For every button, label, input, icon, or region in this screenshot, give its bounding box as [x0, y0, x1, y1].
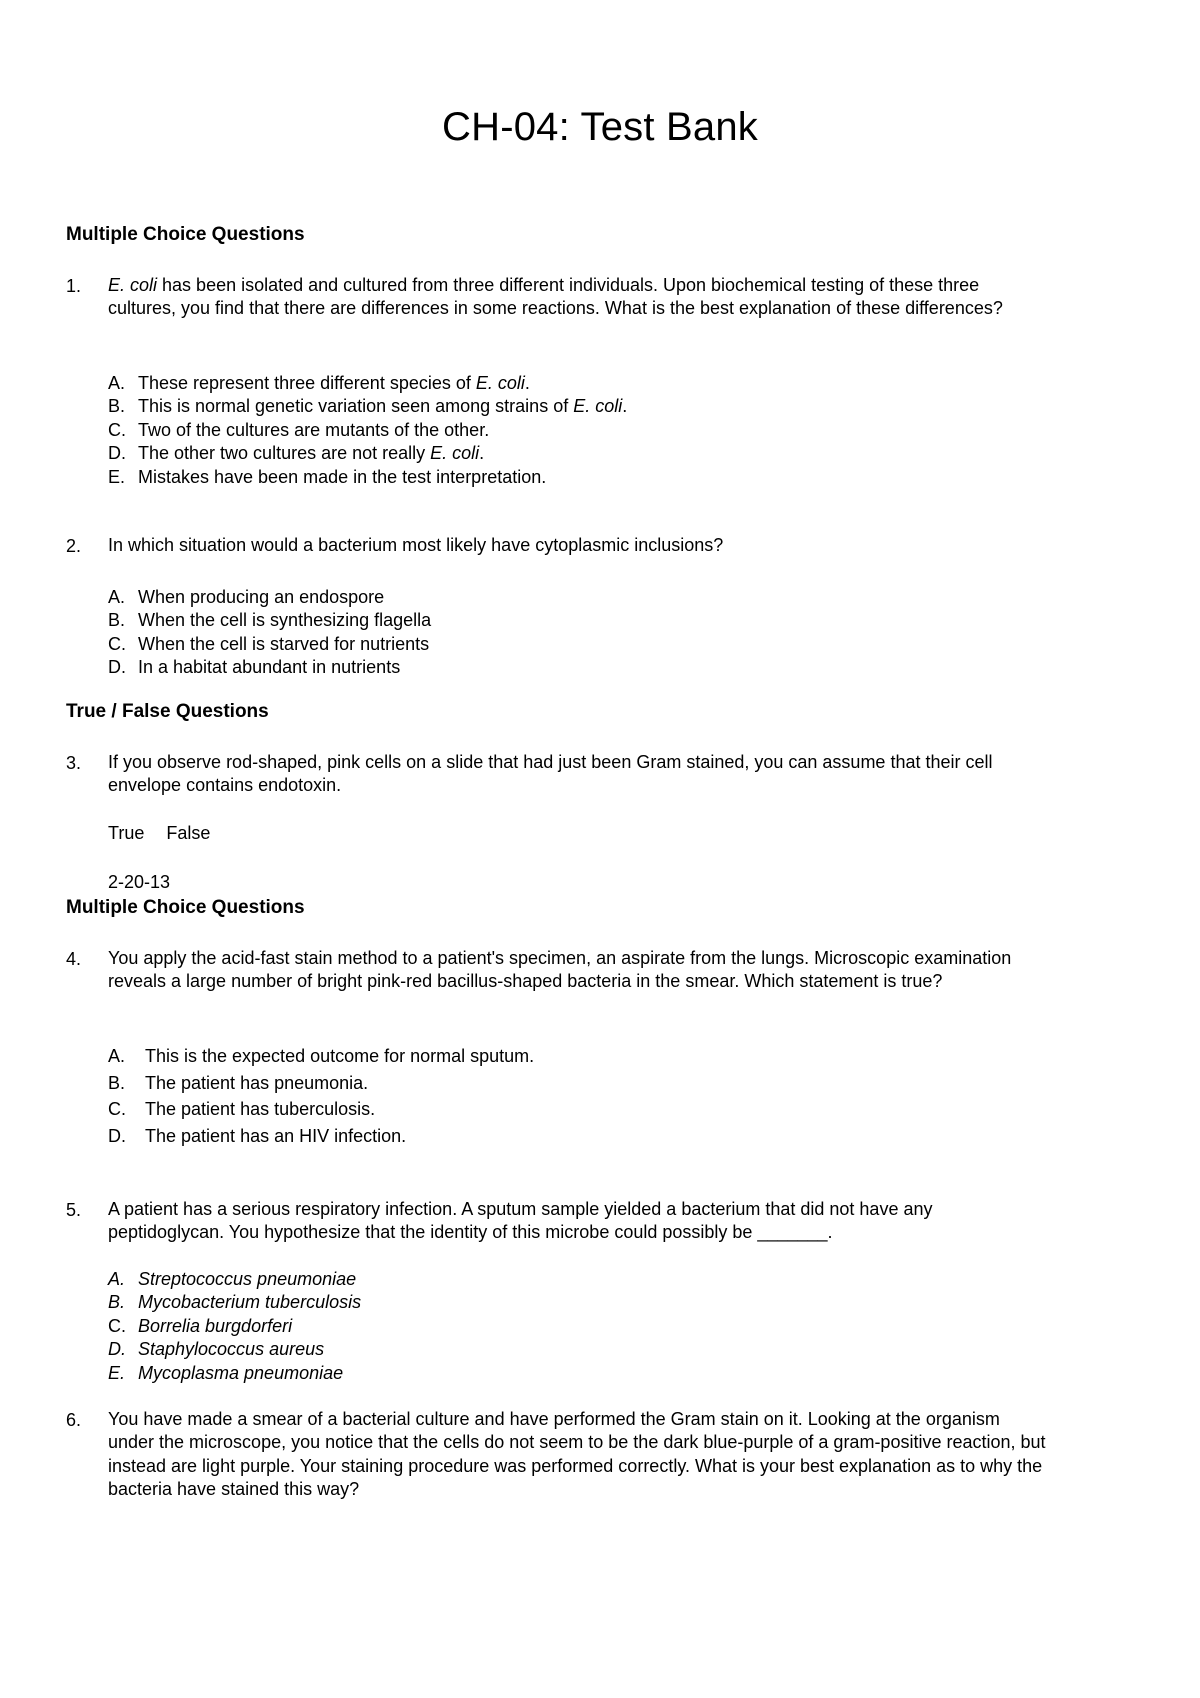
question-3-number: 3.	[66, 753, 82, 773]
option-letter: D.	[108, 1339, 126, 1360]
option-item	[108, 1315, 361, 1338]
option-letter: C.	[108, 1099, 126, 1119]
option-text: Streptococcus pneumoniae	[138, 1269, 357, 1289]
option-item	[108, 1338, 361, 1361]
option-item	[108, 1123, 534, 1150]
option-letter: B.	[108, 396, 126, 417]
question-4-number: 4.	[66, 949, 82, 969]
option-item	[108, 586, 431, 609]
option-item	[108, 1362, 361, 1385]
option-item	[108, 395, 627, 418]
option-letter: A.	[108, 587, 126, 607]
option-letter: D.	[108, 657, 126, 678]
question-2-number: 2.	[66, 536, 82, 556]
option-text: The patient has pneumonia.	[145, 1072, 369, 1093]
question-2-options	[108, 586, 431, 680]
true-option: True	[108, 823, 145, 843]
option-letter: B.	[108, 1292, 126, 1313]
option-letter: C.	[108, 633, 126, 654]
option-item	[108, 609, 431, 632]
option-text: Mycoplasma pneumoniae	[138, 1362, 344, 1383]
option-letter: B.	[108, 1072, 126, 1093]
question-6-number: 6.	[66, 1410, 82, 1430]
question-6-text: You have made a smear of a bacterial culture and have performed the Gram stain on it. Looking at the organism under the microscope, you notice that the cells do not seem to be the dark blue-purple of a gram-positive reaction, but instead are light purple. Your staining procedure was performed correctly. What is your best explanation as to why the bacteria have stained this way?	[108, 1409, 1046, 1500]
option-text: When the cell is starved for nutrients	[138, 633, 430, 654]
option-item	[108, 1070, 534, 1097]
option-text: Borrelia burgdorferi	[138, 1315, 293, 1336]
option-text: Two of the cultures are mutants of the other.	[138, 419, 490, 440]
option-text: When producing an endospore	[138, 587, 385, 607]
option-text: This is normal genetic variation seen among strains of E. coli.	[138, 396, 628, 417]
option-letter: D.	[108, 443, 126, 464]
option-text: In a habitat abundant in nutrients	[138, 657, 401, 678]
option-item	[108, 419, 627, 442]
question-3-text: If you observe rod-shaped, pink cells on a slide that had just been Gram stained, you can assume that their cell envelope contains endotoxin.	[108, 752, 993, 796]
option-item	[108, 1268, 361, 1291]
option-text: The other two cultures are not really E. coli.	[138, 443, 485, 464]
option-letter: A.	[108, 1046, 126, 1066]
option-item	[108, 633, 431, 656]
question-1-number: 1.	[66, 276, 82, 296]
option-text: The patient has tuberculosis.	[145, 1099, 376, 1119]
question-1-body: has been isolated and cultured from three different individuals. Upon biochemical testing of these three cultures, you find that there are differences in some reactions. What is the best explanation of these differences?	[108, 275, 1003, 319]
question-5-text: A patient has a serious respiratory infection. A sputum sample yielded a bacterium that did not have any peptidoglycan. You hypothesize that the identity of this microbe could possibly be _______.	[108, 1199, 933, 1243]
question-5-number: 5.	[66, 1200, 82, 1220]
option-text: This is the expected outcome for normal sputum.	[145, 1046, 535, 1066]
option-item	[108, 466, 627, 489]
option-letter: D.	[108, 1125, 126, 1146]
question-4-options	[108, 1043, 534, 1149]
question-1-text	[108, 274, 1048, 321]
question-1-italic-lead: E. coli	[108, 275, 158, 295]
question-2-text: In which situation would a bacterium most likely have cytoplasmic inclusions?	[108, 535, 724, 555]
option-item	[108, 1096, 534, 1123]
option-text: When the cell is synthesizing flagella	[138, 610, 432, 631]
section-heading-multiple-choice: Multiple Choice Questions	[66, 224, 305, 245]
option-item	[108, 1043, 534, 1070]
true-false-choices	[108, 822, 210, 845]
option-item	[108, 372, 627, 395]
section-heading-multiple-choice-2: Multiple Choice Questions	[66, 897, 305, 918]
option-text: Staphylococcus aureus	[138, 1339, 325, 1360]
page-title: CH-04: Test Bank	[442, 105, 758, 149]
option-letter: E.	[108, 1362, 126, 1383]
option-letter: C.	[108, 419, 126, 440]
question-4-text: You apply the acid-fast stain method to a patient's specimen, an aspirate from the lungs. Microscopic examination reveals a large number of bright pink-red bacillus-shaped bacteria in the smear. Which statement is true?	[108, 948, 1012, 992]
option-letter: C.	[108, 1315, 126, 1336]
option-letter: E.	[108, 466, 126, 487]
option-text: The patient has an HIV infection.	[145, 1125, 407, 1146]
question-1-options	[108, 372, 627, 489]
option-letter: B.	[108, 610, 126, 631]
option-text: Mistakes have been made in the test interpretation.	[138, 466, 547, 487]
false-option: False	[166, 823, 211, 843]
option-text: These represent three different species of E. coli.	[138, 373, 530, 393]
option-letter: A.	[108, 1269, 126, 1289]
date-stamp: 2-20-13	[108, 872, 171, 892]
option-item	[108, 1291, 361, 1314]
option-letter: A.	[108, 373, 126, 393]
option-text: Mycobacterium tuberculosis	[138, 1292, 362, 1313]
option-item	[108, 442, 627, 465]
option-item	[108, 656, 431, 679]
question-5-options	[108, 1268, 361, 1385]
section-heading-true-false: True / False Questions	[66, 701, 269, 722]
